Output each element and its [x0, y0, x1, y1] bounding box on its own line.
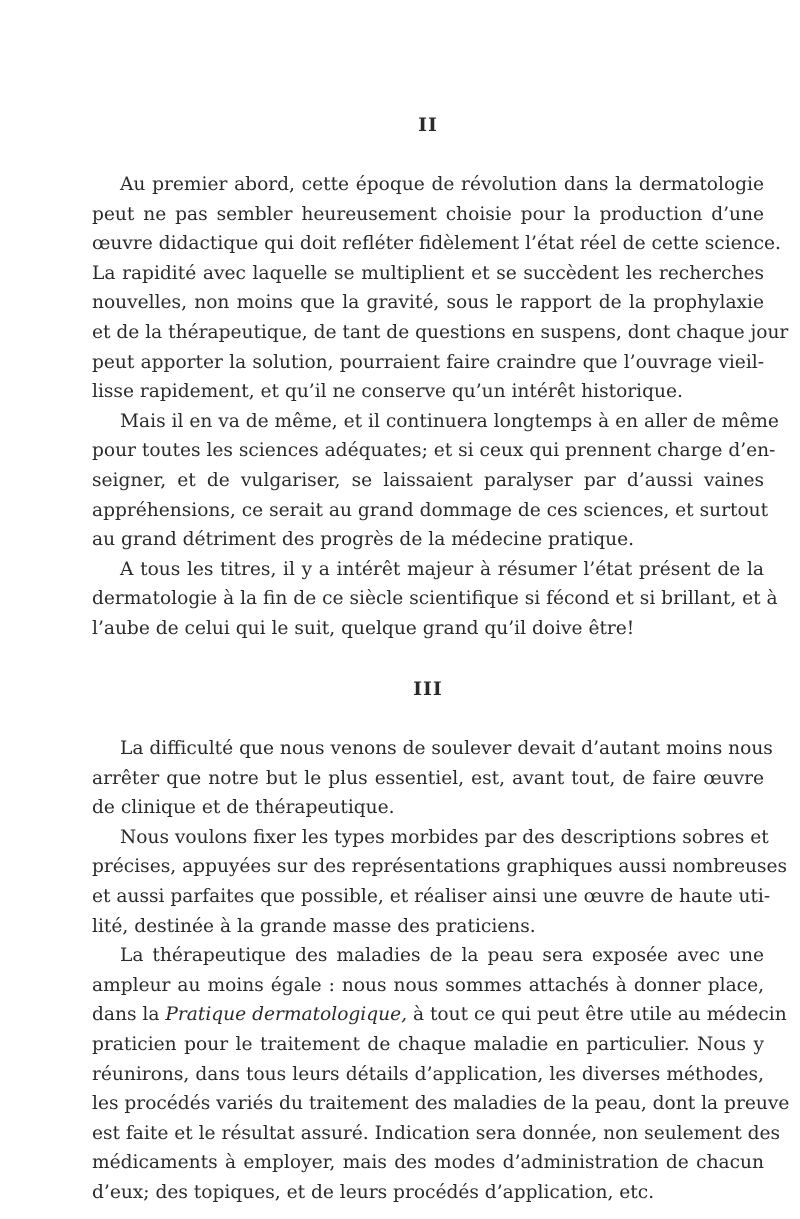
text-line: A tous les titres, il y a intérêt majeur à résumer l’état présent de la	[120, 558, 764, 580]
text-line: peut apporter la solution, pourraient faire craindre que l’ouvrage vieil-	[92, 351, 764, 373]
text-line: La thérapeutique des maladies de la peau sera exposée avec une	[120, 945, 764, 967]
text-line-with-title	[92, 1000, 787, 1030]
text-line: lisse rapidement, et qu’il ne conserve qu’un intérêt historique.	[92, 381, 683, 403]
text-line: médicaments à employer, mais des modes d’administration de chacun	[92, 1152, 764, 1174]
text-line: seigner, et de vulgariser, se laissaient paralyser par d’aussi vaines	[92, 469, 764, 491]
section-heading-iii: III	[413, 678, 443, 700]
text-line: et aussi parfaites que possible, et réaliser ainsi une œuvre de haute uti-	[92, 885, 771, 907]
text-line: réunirons, dans tous leurs détails d’application, les diverses méthodes,	[92, 1063, 764, 1085]
text-line: lité, destinée à la grande masse des praticiens.	[92, 915, 536, 937]
text-line: pour toutes les sciences adéquates; et si ceux qui prennent charge d’en-	[92, 440, 776, 462]
text-line: La rapidité avec laquelle se multiplient et se succèdent les recherches	[92, 262, 764, 284]
text-line: les procédés variés du traitement des maladies de la peau, dont la preuve	[92, 1093, 790, 1115]
text-line: peut ne pas sembler heureusement choisie pour la production d’une	[92, 203, 764, 225]
text-line: l’aube de celui qui le suit, quelque grand qu’il doive être!	[92, 617, 635, 639]
text-fragment: dans la	[92, 1004, 160, 1026]
section-heading-ii: II	[418, 114, 438, 136]
text-line: Mais il en va de même, et il continuera longtemps à en aller de même	[120, 410, 779, 432]
text-line: Au premier abord, cette époque de révolution dans la dermatologie	[120, 174, 764, 195]
text-line: précises, appuyées sur des représentations graphiques aussi nombreuses	[92, 856, 788, 878]
text-line: d’eux; des topiques, et de leurs procédés d’application, etc.	[92, 1181, 655, 1203]
text-line: appréhensions, ce serait au grand dommage de ces sciences, et surtout	[92, 499, 769, 521]
text-line: dermatologie à la fin de ce siècle scientifique si fécond et si brillant, et à	[92, 588, 778, 610]
text-line: et de la thérapeutique, de tant de questions en suspens, dont chaque jour	[92, 321, 789, 343]
text-line: est faite et le résultat assuré. Indication sera donnée, non seulement des	[92, 1122, 781, 1144]
text-fragment: à tout ce qui peut être utile au médecin	[412, 1004, 787, 1026]
text-line: ampleur au moins égale : nous nous sommes attachés à donner place,	[92, 974, 764, 996]
text-line: La difficulté que nous venons de soulever devait d’autant moins nous	[120, 738, 773, 759]
text-line: de clinique et de thérapeutique.	[92, 797, 395, 819]
text-line: Nous voulons fixer les types morbides par des descriptions sobres et	[120, 826, 769, 848]
text-line: arrêter que notre but le plus essentiel, est, avant tout, de faire œuvre	[92, 767, 764, 789]
section-iii-text	[92, 734, 790, 1208]
text-line: praticien pour le traitement de chaque maladie en particulier. Nous y	[92, 1033, 764, 1055]
text-line: œuvre didactique qui doit refléter fidèlement l’état réel de cette science.	[92, 233, 781, 255]
book-title: Pratique dermatologique,	[165, 1004, 408, 1026]
section-ii-text	[92, 170, 789, 644]
text-line: au grand détriment des progrès de la médecine pratique.	[92, 529, 635, 551]
text-line: nouvelles, non moins que la gravité, sous le rapport de la prophylaxie	[92, 292, 764, 314]
